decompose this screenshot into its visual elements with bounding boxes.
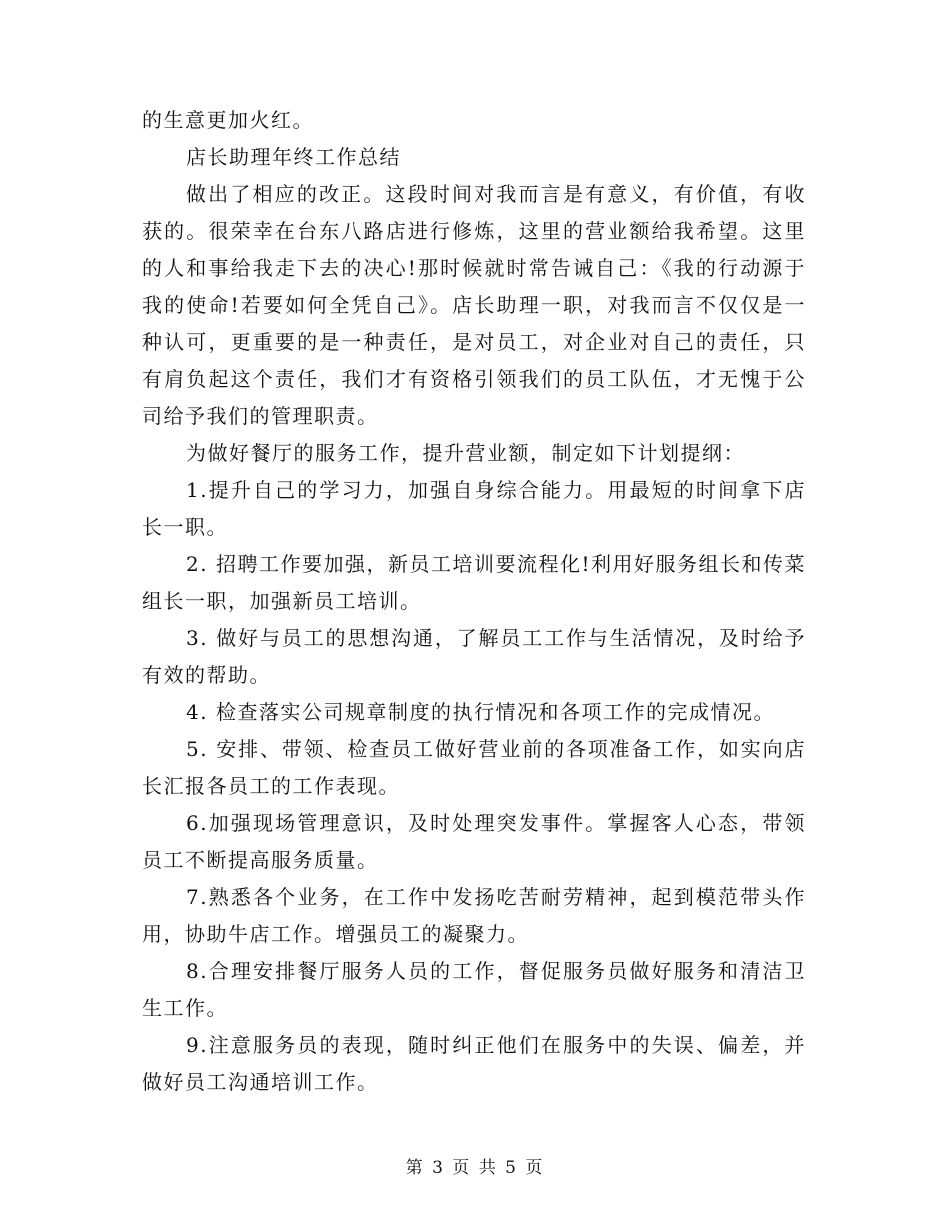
- plan-item-9: 9.注意服务员的表现，随时纠正他们在服务中的失误、偏差，并做好员工沟通培训工作。: [142, 1033, 806, 1094]
- document-body: [142, 102, 806, 1101]
- page-number-label: 第 3 页 共 5 页: [405, 1158, 545, 1178]
- plan-item-2: 2. 招聘工作要加强，新员工培训要流程化!利用好服务组长和传菜组长一职，加强新员工培训。: [142, 552, 806, 613]
- page-footer: [0, 1153, 950, 1178]
- plan-item-7: 7.熟悉各个业务，在工作中发扬吃苦耐劳精神，起到模范带头作用，协助牛店工作。增强员工的凝聚力。: [142, 885, 806, 946]
- plan-item-6: 6.加强现场管理意识，及时处理突发事件。掌握客人心态，带领员工不断提高服务质量。: [142, 811, 806, 872]
- plan-item-1: 1.提升自己的学习力，加强自身综合能力。用最短的时间拿下店长一职。: [142, 478, 806, 539]
- paragraph-plan-lead: 为做好餐厅的服务工作，提升营业额，制定如下计划提纲：: [186, 441, 745, 465]
- paragraph-continuation: 的生意更加火红。: [142, 108, 314, 132]
- plan-item-8: 8.合理安排餐厅服务人员的工作，督促服务员做好服务和清洁卫生工作。: [142, 959, 806, 1020]
- plan-item-5: 5. 安排、带领、检查员工做好营业前的各项准备工作，如实向店长汇报各员工的工作表现。: [142, 737, 806, 798]
- plan-item-4: 4. 检查落实公司规章制度的执行情况和各项工作的完成情况。: [186, 700, 775, 724]
- paragraph-intro: 做出了相应的改正。这段时间对我而言是有意义，有价值，有收获的。很荣幸在台东八路店进行修炼，这里的营业额给我希望。这里的人和事给我走下去的决心!那时候就时常告诫自己：《我的行动源于我的使命!若要如何全凭自己》。店长助理一职，对我而言不仅仅是一种认可，更重要的是一种责任，是对员工，对企业对自己的责任，只有肩负起这个责任，我们才有资格引领我们的员工队伍，才无愧于公司给予我们的管理职责。: [142, 182, 806, 428]
- section-heading: 店长助理年终工作总结: [186, 145, 401, 169]
- plan-item-3: 3. 做好与员工的思想沟通，了解员工工作与生活情况，及时给予有效的帮助。: [142, 626, 806, 687]
